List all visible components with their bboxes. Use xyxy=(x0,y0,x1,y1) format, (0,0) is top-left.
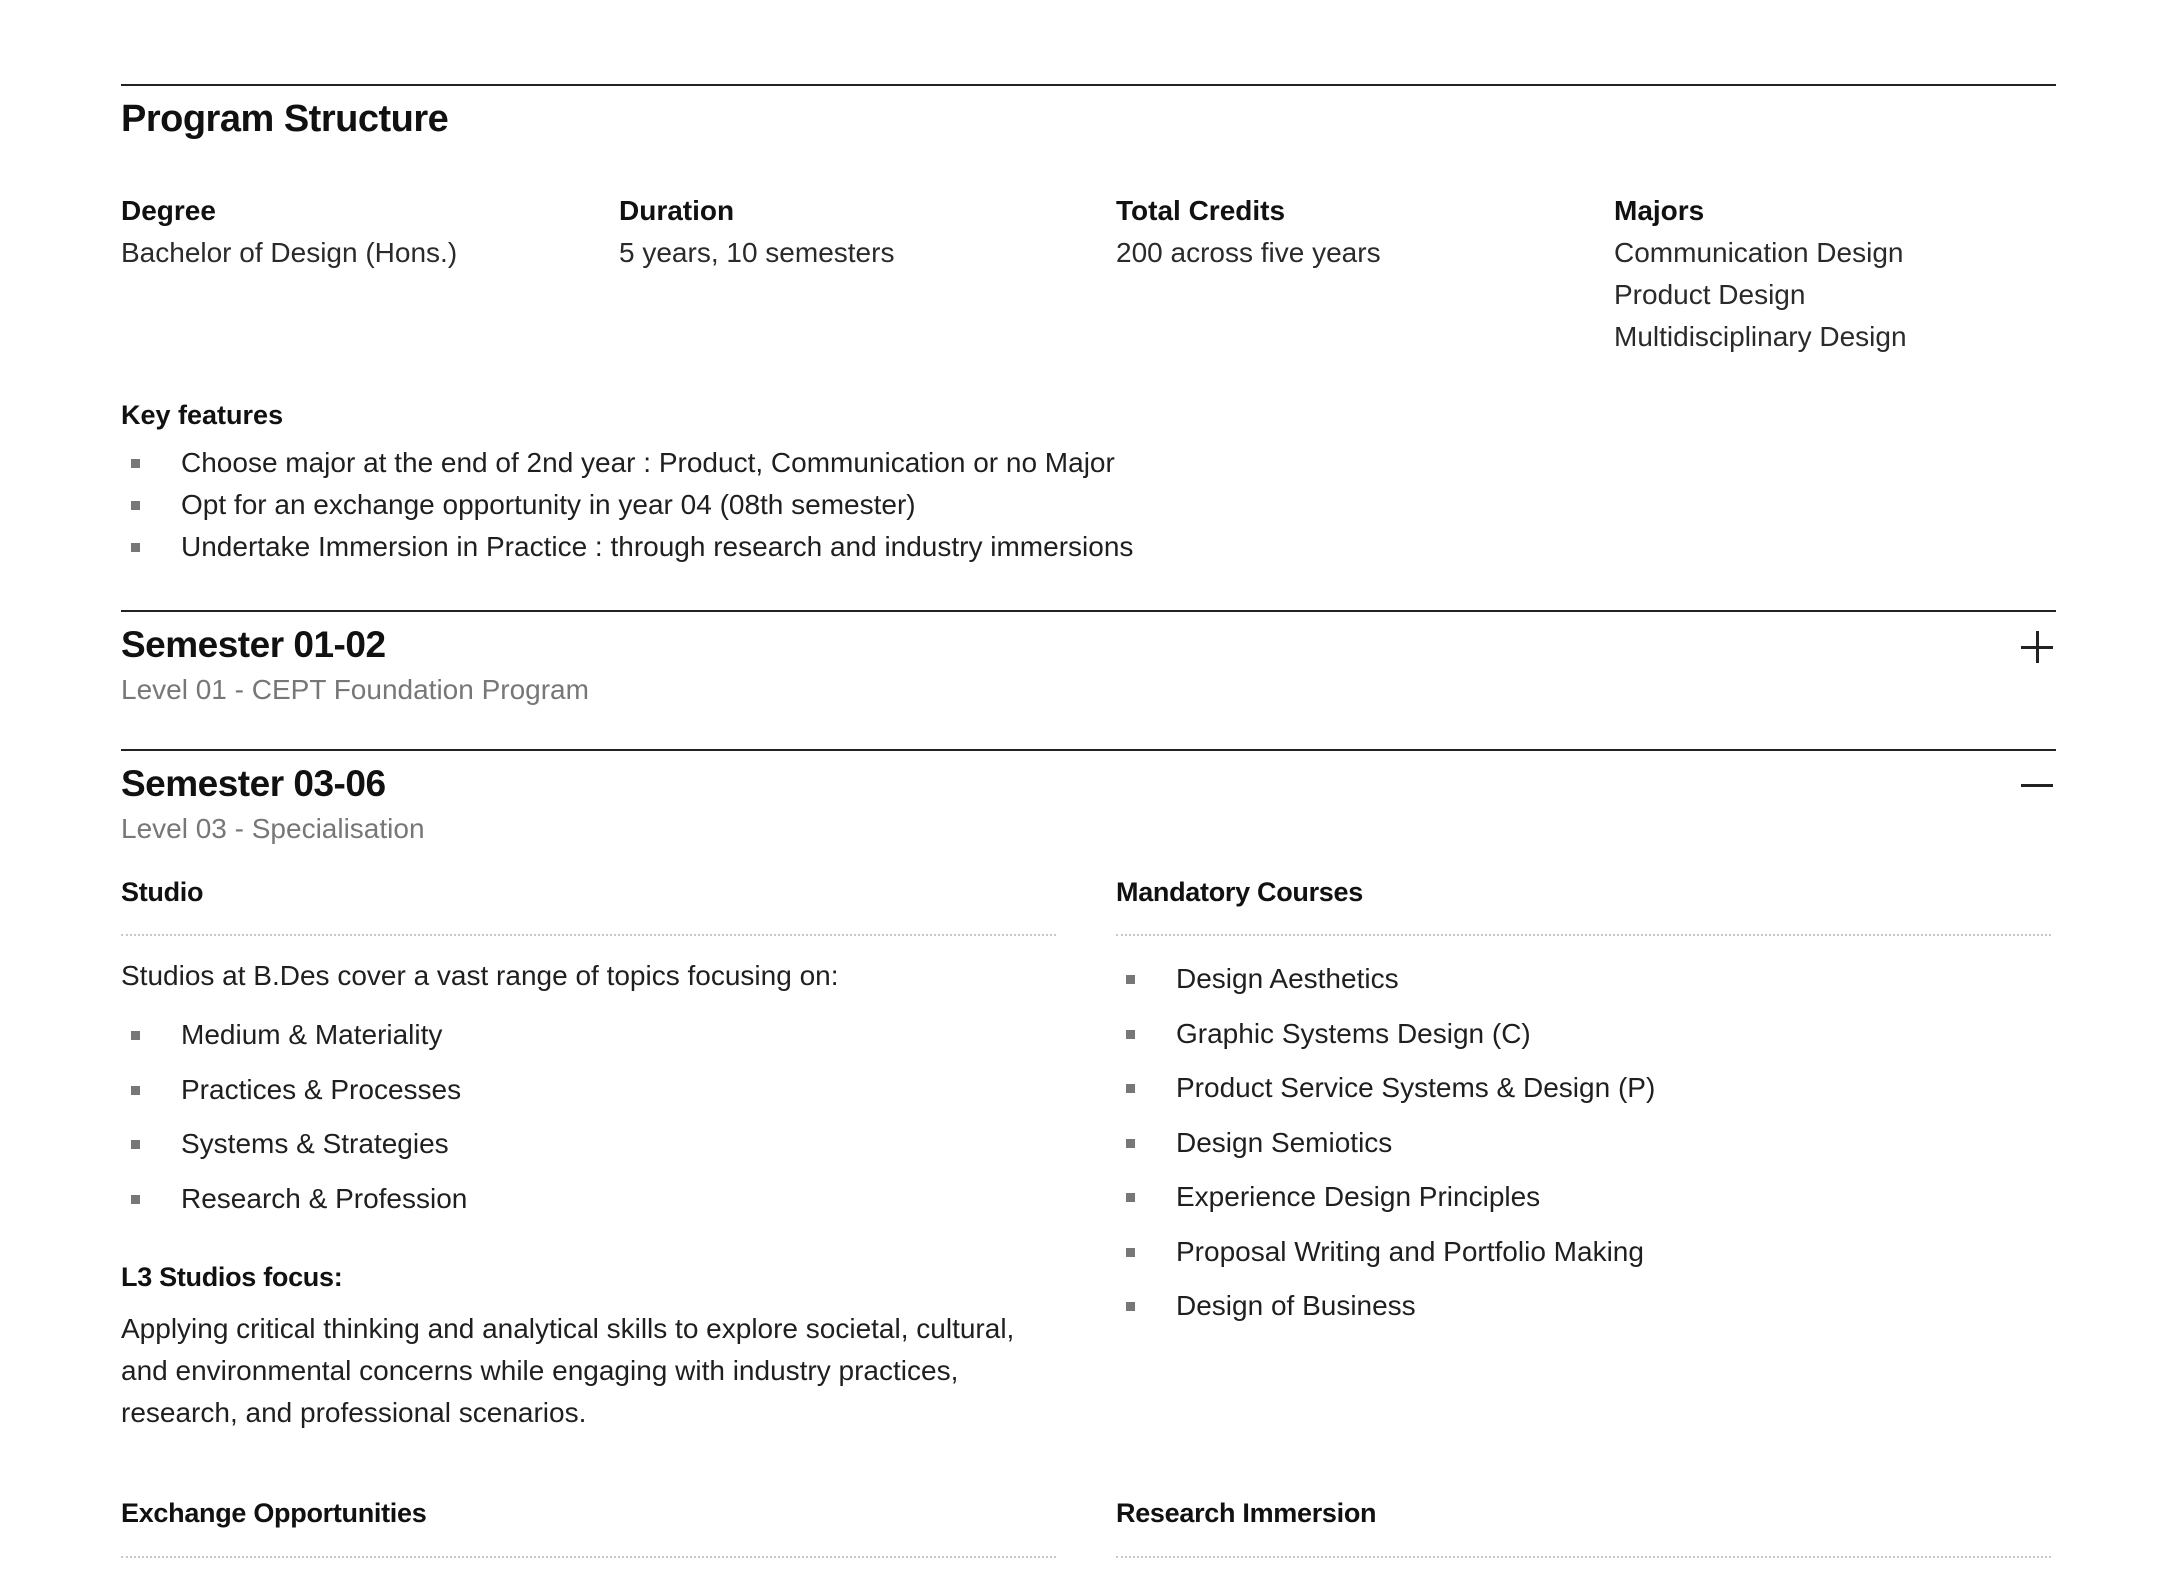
key-features-label: Key features xyxy=(121,400,284,430)
studio-topic: Practices & Processes xyxy=(181,1073,462,1105)
semester-03-06-subtitle: Level 03 - Specialisation xyxy=(121,813,425,844)
list-item xyxy=(1116,1170,1655,1225)
minus-icon-bar xyxy=(2021,784,2053,787)
degree-value: Bachelor of Design (Hons.) xyxy=(121,237,458,268)
studio-intro: Studios at B.Des cover a vast range of topics focusing on: xyxy=(121,960,839,991)
mandatory-courses-divider xyxy=(1116,934,2051,936)
square-bullet-icon xyxy=(131,1086,140,1095)
square-bullet-icon xyxy=(1126,975,1135,984)
studio-topic: Systems & Strategies xyxy=(181,1128,449,1159)
degree-block xyxy=(121,190,601,274)
square-bullet-icon xyxy=(131,1195,140,1204)
studio-topic: Medium & Materiality xyxy=(181,1019,443,1050)
l3-studios-focus-heading: L3 Studios focus: xyxy=(121,1262,343,1292)
course-name: Design Aesthetics xyxy=(1176,963,1399,994)
top-divider xyxy=(121,84,2056,86)
square-bullet-icon xyxy=(1126,1248,1135,1257)
exchange-opportunities-heading: Exchange Opportunities xyxy=(121,1498,427,1528)
course-name: Design Semiotics xyxy=(1176,1126,1393,1158)
list-item xyxy=(121,484,1133,526)
square-bullet-icon xyxy=(131,543,140,552)
program-structure-title: Program Structure xyxy=(121,98,449,140)
list-item xyxy=(121,1008,467,1063)
course-name: Design of Business xyxy=(1176,1290,1416,1321)
l3-studios-focus-text: Applying critical thinking and analytical skills to explore societal, cultural, and environmental concerns while engaging with industry practices, research, and professional scenarios. xyxy=(121,1313,1015,1428)
list-item xyxy=(1116,1116,1655,1171)
studio-divider xyxy=(121,934,1056,936)
degree-label: Degree xyxy=(121,195,216,226)
course-name: Proposal Writing and Portfolio Making xyxy=(1176,1235,1644,1267)
list-item xyxy=(121,442,1133,484)
majors-label: Majors xyxy=(1614,195,1705,226)
duration-block xyxy=(619,190,1099,274)
plus-icon-vertical xyxy=(2036,631,2039,663)
credits-block xyxy=(1116,190,1596,274)
studio-heading: Studio xyxy=(121,877,204,907)
list-item xyxy=(121,526,1133,568)
semester-01-02-title[interactable]: Semester 01-02 xyxy=(121,624,386,665)
square-bullet-icon xyxy=(131,1140,140,1149)
square-bullet-icon xyxy=(131,1031,140,1040)
mandatory-courses-heading: Mandatory Courses xyxy=(1116,877,1363,907)
list-item xyxy=(1116,1225,1655,1280)
list-item xyxy=(1116,1007,1655,1062)
key-features-list xyxy=(121,442,1133,568)
minus-icon[interactable] xyxy=(2020,768,2054,802)
credits-label: Total Credits xyxy=(1116,195,1286,226)
list-item xyxy=(1116,952,1655,1007)
research-immersion-heading: Research Immersion xyxy=(1116,1498,1377,1528)
list-item xyxy=(1116,1279,1655,1334)
plus-icon[interactable] xyxy=(2020,630,2054,664)
duration-label: Duration xyxy=(619,195,735,226)
exchange-divider xyxy=(121,1556,1056,1558)
square-bullet-icon xyxy=(131,501,140,510)
square-bullet-icon xyxy=(1126,1139,1135,1148)
key-feature-text: Opt for an exchange opportunity in year 04 (08th semester) xyxy=(181,489,916,520)
semester-divider xyxy=(121,749,2056,751)
research-divider xyxy=(1116,1556,2051,1558)
majors-block xyxy=(1614,190,2094,358)
major-item: Multidisciplinary Design xyxy=(1614,321,1907,352)
credits-value: 200 across five years xyxy=(1116,237,1381,268)
mandatory-courses-list xyxy=(1116,952,1655,1334)
square-bullet-icon xyxy=(1126,1193,1135,1202)
list-item xyxy=(121,1172,467,1227)
square-bullet-icon xyxy=(1126,1084,1135,1093)
semester-01-02-subtitle: Level 01 - CEPT Foundation Program xyxy=(121,674,589,705)
course-name: Experience Design Principles xyxy=(1176,1181,1541,1212)
square-bullet-icon xyxy=(1126,1302,1135,1311)
major-item: Communication Design xyxy=(1614,237,1904,268)
major-item: Product Design xyxy=(1614,279,1806,310)
square-bullet-icon xyxy=(1126,1030,1135,1039)
studio-topic: Research & Profession xyxy=(181,1182,468,1214)
list-item xyxy=(1116,1061,1655,1116)
course-name: Product Service Systems & Design (P) xyxy=(1176,1072,1656,1103)
duration-value: 5 years, 10 semesters xyxy=(619,237,895,268)
list-item xyxy=(121,1117,467,1172)
square-bullet-icon xyxy=(131,459,140,468)
semester-divider xyxy=(121,610,2056,612)
studio-topics-list xyxy=(121,1008,467,1226)
course-name: Graphic Systems Design (C) xyxy=(1176,1017,1531,1049)
list-item xyxy=(121,1063,467,1118)
key-feature-text: Undertake Immersion in Practice : through research and industry immersions xyxy=(181,531,1134,562)
key-feature-text: Choose major at the end of 2nd year : Product, Communication or no Major xyxy=(181,447,1115,478)
semester-03-06-title[interactable]: Semester 03-06 xyxy=(121,763,386,804)
